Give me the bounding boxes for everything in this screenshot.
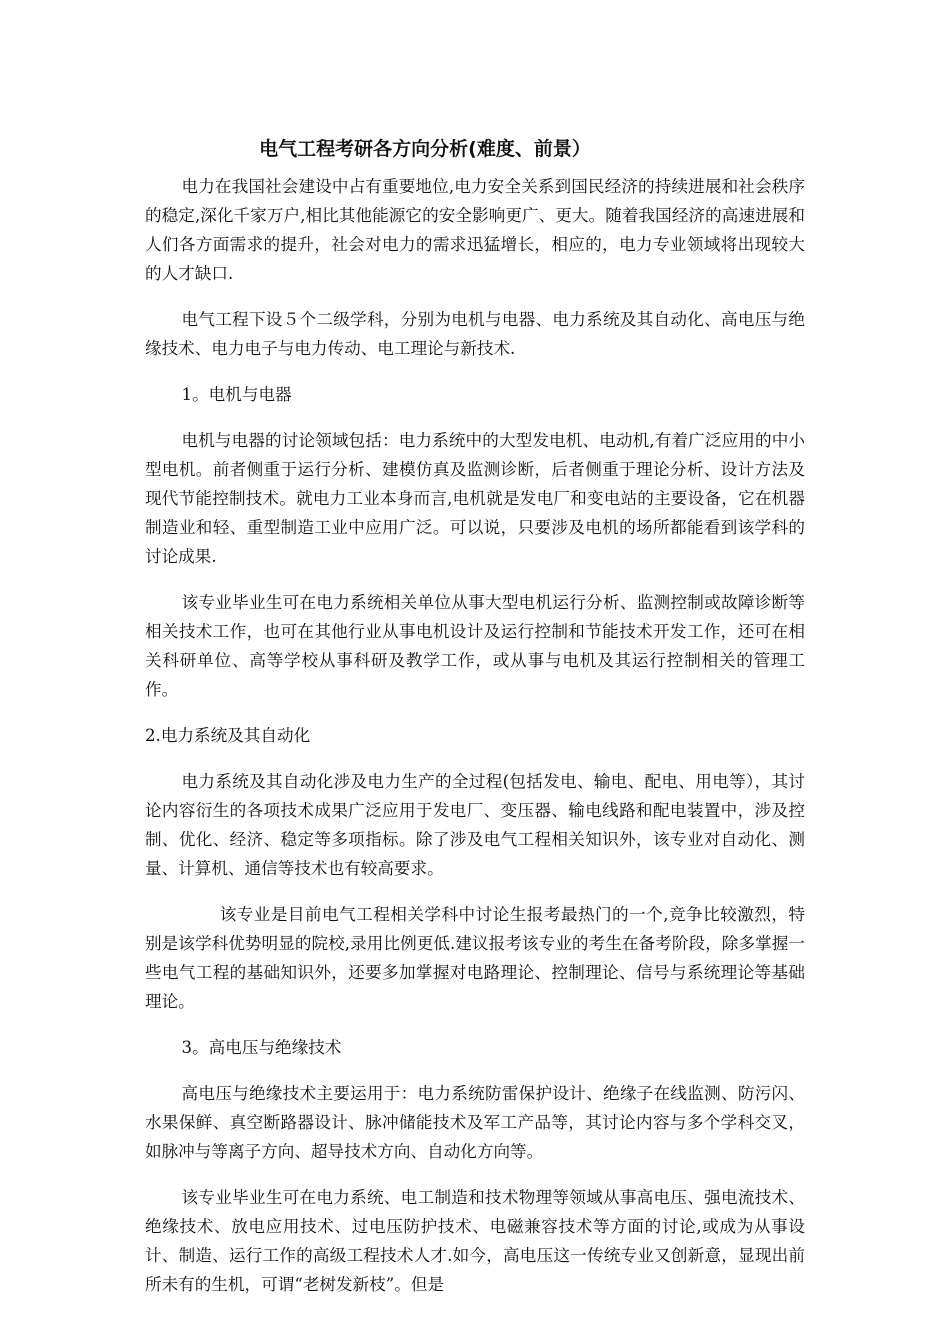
document-body [145,172,805,1316]
section-heading-high-voltage: 3。高电压与绝缘技术 [181,1038,342,1057]
section-heading-power-systems: 2.电力系统及其自动化 [145,726,311,745]
paragraph-intro: 电力在我国社会建设中占有重要地位,电力安全关系到国民经济的持续进展和社会秩序的稳定,深化千家万户,相比其他能源它的安全影响更广、更大。随着我国经济的高速进展和人们各方面需求的提升，社会对电力的需求迅猛增长，相应的，电力专业领域将出现较大的人才缺口. [145,177,805,283]
paragraph-motors-careers: 该专业毕业生可在电力系统相关单位从事大型电机运行分析、监测控制或故障诊断等相关技术工作，也可在其他行业从事电机设计及运行控制和节能技术开发工作，还可在相关科研单位、高等学校从事科研及教学工作，或从事与电机及其运行控制相关的管理工作。 [145,593,805,699]
section-heading-motors: 1。电机与电器 [181,385,292,404]
paragraph-power-systems-scope: 电力系统及其自动化涉及电力生产的全过程(包括发电、输电、配电、用电等），其讨论内容衍生的各项技术成果广泛应用于发电厂、变压器、输电线路和配电装置中，涉及控制、优化、经济、稳定等多项指标。除了涉及电气工程相关知识外，该专业对自动化、测量、计算机、通信等技术也有较高要求。 [145,772,805,878]
paragraph-motors-research: 电机与电器的讨论领域包括：电力系统中的大型发电机、电动机,有着广泛应用的中小型电机。前者侧重于运行分析、建模仿真及监测诊断，后者侧重于理论分析、设计方法及现代节能控制技术。就电力工业本身而言,电机就是发电厂和变电站的主要设备，它在机器制造业和轻、重型制造工业中应用广泛。可以说，只要涉及电机的场所都能看到该学科的讨论成果. [145,431,805,566]
paragraph-high-voltage-careers: 该专业毕业生可在电力系统、电工制造和技术物理等领域从事高电压、强电流技术、绝缘技术、放电应用技术、过电压防护技术、电磁兼容技术等方面的讨论,或成为从事设计、制造、运行工作的高级工程技术人才.如今，高电压这一传统专业又创新意，显现出前所未有的生机，可谓“老树发新枝”。但是 [145,1188,805,1294]
paragraph-high-voltage-applications: 高电压与绝缘技术主要运用于：电力系统防雷保护设计、绝缘子在线监测、防污闪、水果保鲜、真空断路器设计、脉冲储能技术及军工产品等，其讨论内容与多个学科交叉，如脉冲与等离子方向、超导技术方向、自动化方向等。 [145,1084,805,1161]
paragraph-power-systems-admission: 该专业是目前电气工程相关学科中讨论生报考最热门的一个,竞争比较激烈，特别是该学科优势明显的院校,录用比例更低.建议报考该专业的考生在备考阶段，除多掌握一些电气工程的基础知识外，还要多加掌握对电路理论、控制理论、信号与系统理论等基础理论。 [145,905,805,1011]
paragraph-disciplines: 电气工程下设５个二级学科，分别为电机与电器、电力系统及其自动化、高电压与绝缘技术、电力电子与电力传动、电工理论与新技术. [145,310,805,358]
document-title: 电气工程考研各方向分析(难度、前景） [259,138,591,160]
